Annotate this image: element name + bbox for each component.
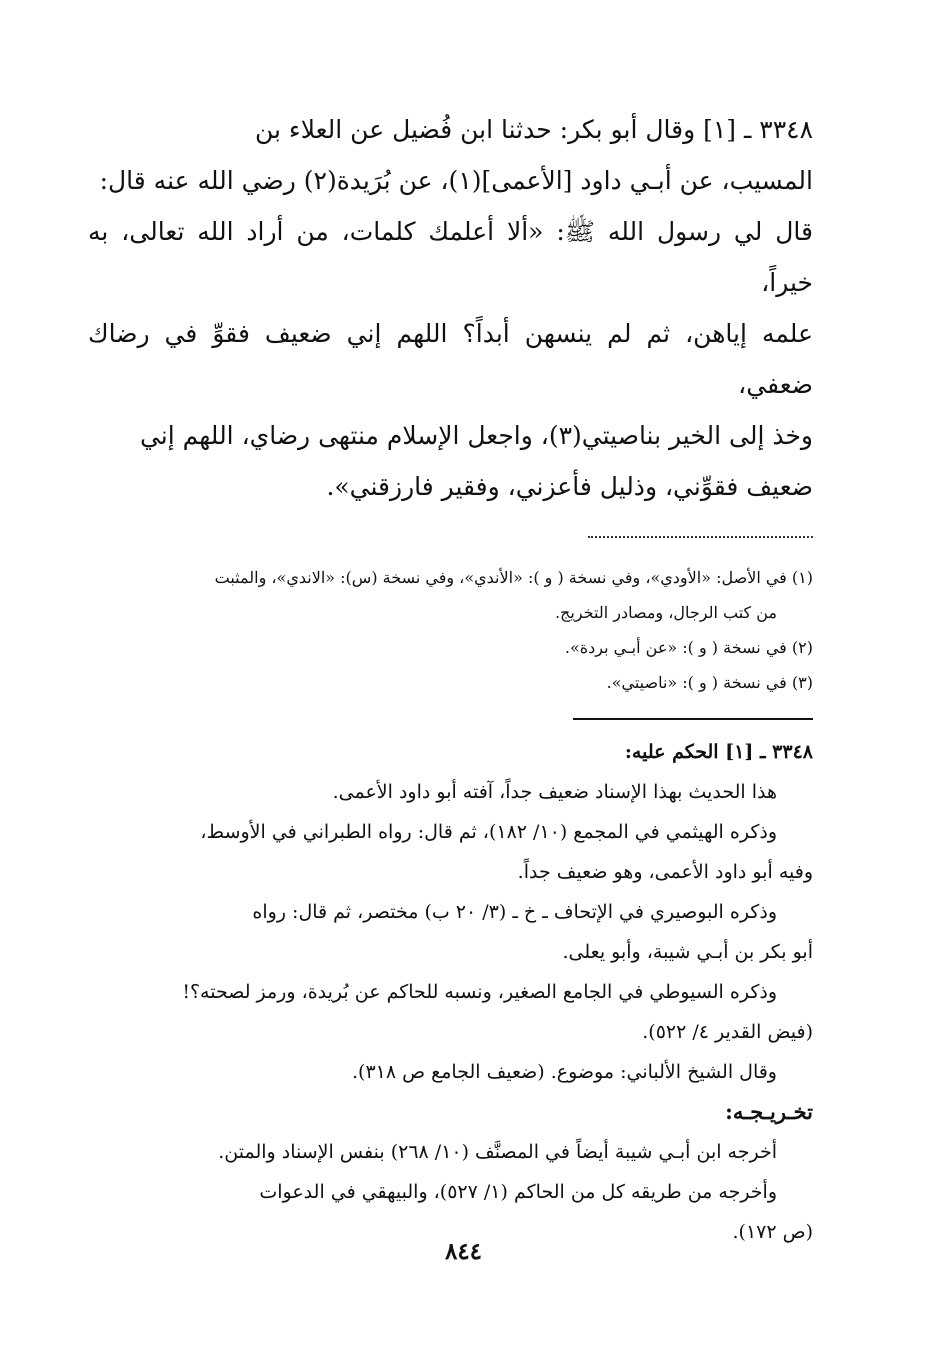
ruling-section	[88, 732, 813, 1252]
ruling-paragraph: وقال الشيخ الألباني: موضوع. (ضعيف الجامع ص ٣١٨).	[352, 1061, 777, 1083]
takhrij-heading: تخـريـجـه:	[725, 1099, 813, 1124]
page-number: ٨٤٤	[444, 1238, 483, 1265]
hadith-text	[88, 104, 813, 512]
footnote-3: (٣) في نسخة ( و ): «ناصيتي».	[606, 673, 813, 692]
takhrij-paragraph: أخرجه ابن أبـي شيبة أيضاً في المصنَّف (١٠/ ٢٦٨) بنفس الإسناد والمتن.	[218, 1141, 777, 1163]
footnote-separator	[588, 536, 813, 546]
ruling-paragraph: وذكره الهيثمي في المجمع (١٠/ ١٨٢)، ثم قال: رواه الطبراني في الأوسط،	[200, 821, 777, 843]
hadith-line: قال لي رسول الله ﷺ: «ألا أعلمك كلمات، من أراد الله تعالى، به خيراً،	[88, 217, 813, 297]
takhrij-paragraph: وأخرجه من طريقه كل من الحاكم (١/ ٥٢٧)، والبيهقي في الدعوات	[259, 1181, 777, 1203]
hadith-line: ضعيف فقوِّني، وذليل فأعزني، وفقير فارزقني».	[326, 472, 813, 501]
ruling-paragraph: هذا الحديث بهذا الإسناد ضعيف جداً، آفته أبو داود الأعمى.	[332, 781, 777, 803]
ruling-heading: ٣٣٤٨ ـ [١] الحكم عليه:	[624, 741, 813, 763]
ruling-paragraph-continued: وفيه أبو داود الأعمى، وهو ضعيف جداً.	[517, 861, 813, 883]
ruling-paragraph: وذكره البوصيري في الإتحاف ـ خ ـ (٣/ ٢٠ ب) مختصر، ثم قال: رواه	[252, 901, 777, 923]
ruling-paragraph-continued: (فيض القدير ٤/ ٥٢٢).	[642, 1021, 813, 1043]
ruling-paragraph-continued: أبو بكر بن أبـي شيبة، وأبو يعلى.	[562, 941, 813, 963]
footnote-1: (١) في الأصل: «الأودي»، وفي نسخة ( و ): «الأندي»، وفي نسخة (س): «الاندي»، والمثبت	[214, 568, 813, 587]
hadith-line: المسيب، عن أبـي داود [الأعمى](١)، عن بُرَيدة(٢) رضي الله عنه قال:	[99, 166, 813, 195]
footnote-2: (٢) في نسخة ( و ): «عن أبـي بردة».	[564, 638, 813, 657]
footnote-1-continued: من كتب الرجال، ومصادر التخريج.	[554, 603, 777, 622]
hadith-line: علمه إياهن، ثم لم ينسهن أبداً؟ اللهم إني ضعيف فقوِّ في رضاك ضعفي،	[88, 319, 813, 399]
section-divider	[573, 718, 813, 720]
footnotes	[88, 560, 813, 700]
hadith-line: ٣٣٤٨ ـ [١] وقال أبو بكر: حدثنا ابن فُضيل عن العلاء بن	[255, 115, 813, 144]
ruling-paragraph: وذكره السيوطي في الجامع الصغير، ونسبه للحاكم عن بُريدة، ورمز لصحته؟!	[182, 981, 777, 1003]
takhrij-paragraph-continued: (ص ١٧٢).	[732, 1221, 813, 1243]
hadith-line: وخذ إلى الخير بناصيتي(٣)، واجعل الإسلام منتهى رضاي، اللهم إني	[139, 421, 813, 450]
page-body	[88, 104, 813, 1252]
